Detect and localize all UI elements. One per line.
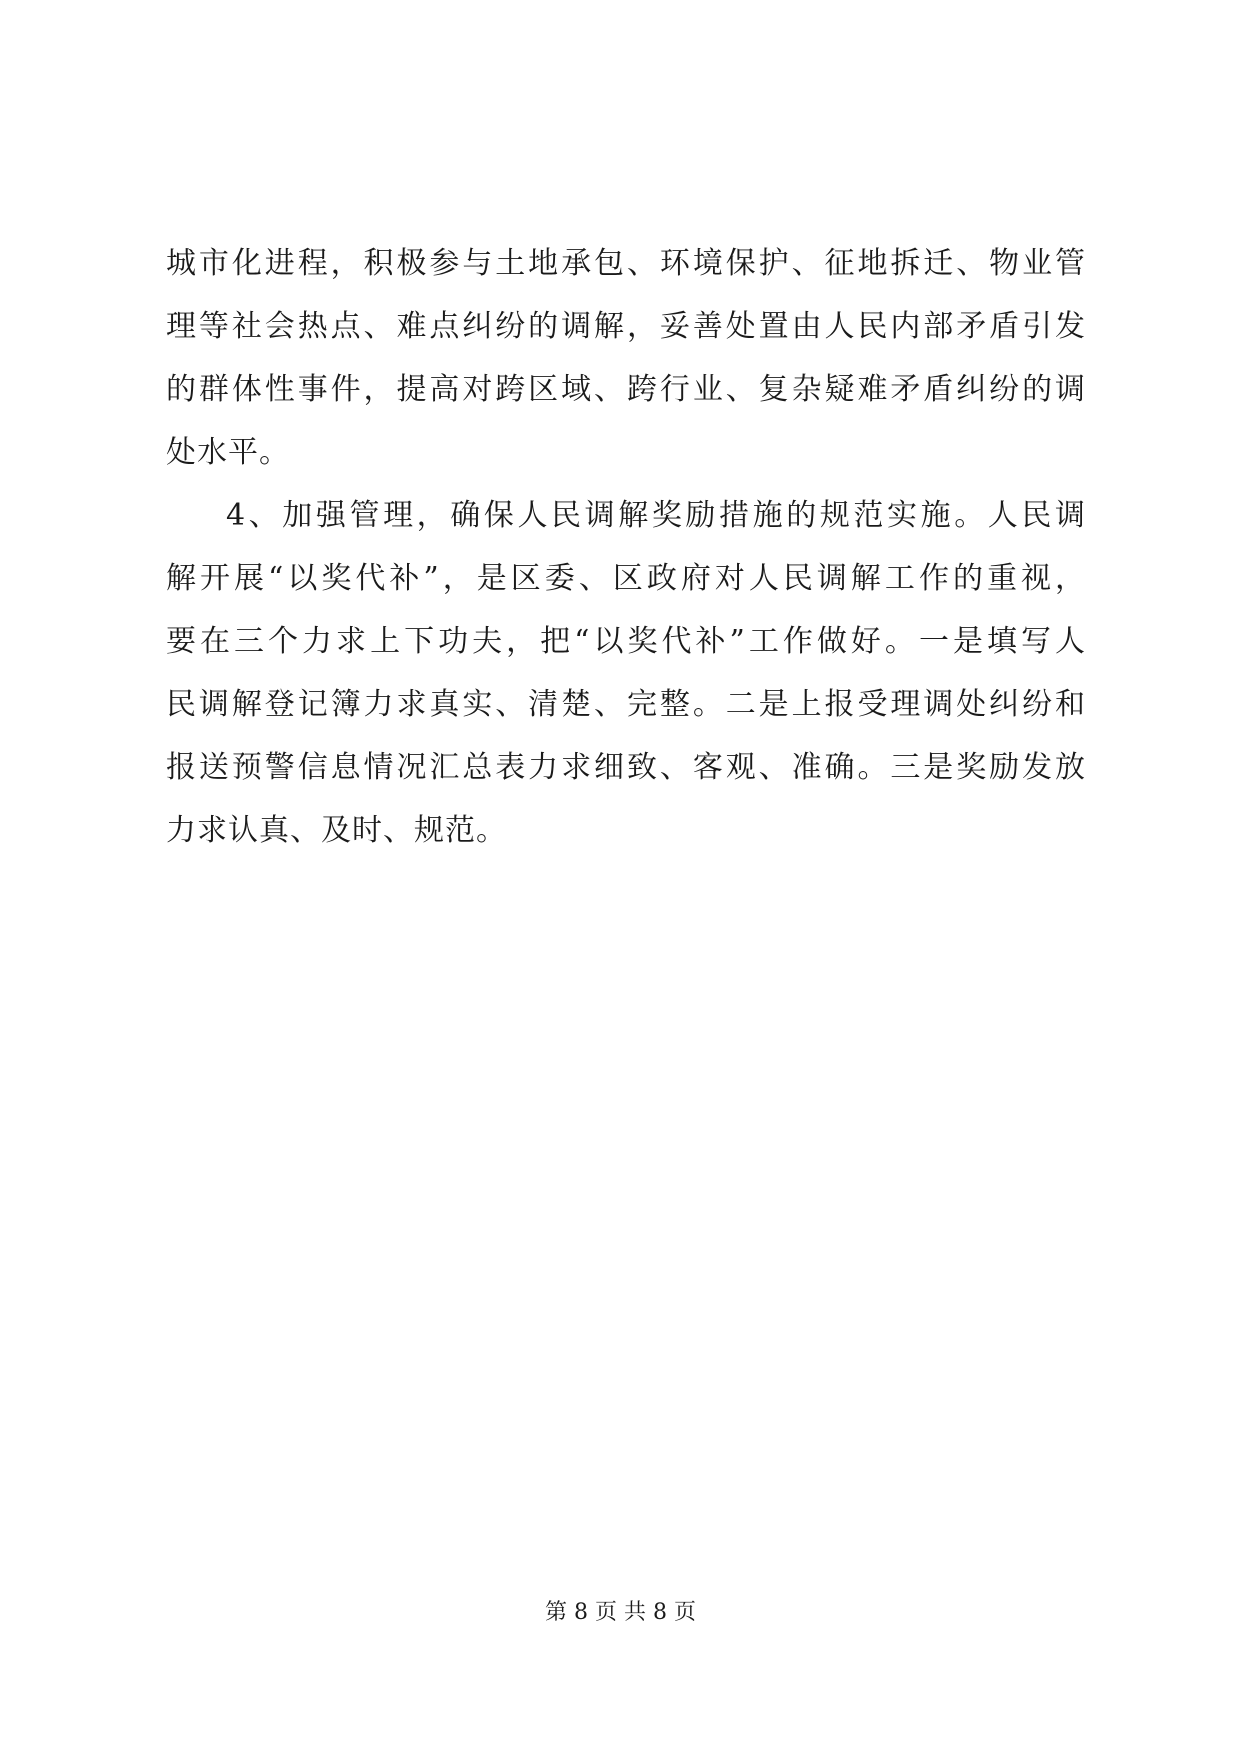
paragraph-1: [166, 232, 1086, 484]
text-line: 民调解登记簿力求真实、清楚、完整。二是上报受理调处纠纷和: [166, 687, 1086, 722]
text-line: 的群体性事件，提高对跨区域、跨行业、复杂疑难矛盾纠纷的调: [166, 372, 1086, 407]
text-line: 处水平。: [166, 435, 290, 470]
text-line: 要在三个力求上下功夫，把“以奖代补”工作做好。一是填写人: [166, 624, 1086, 659]
text-line: 城市化进程，积极参与土地承包、环境保护、征地拆迁、物业管: [166, 246, 1086, 281]
text-line: 力求认真、及时、规范。: [166, 813, 507, 848]
text-line: 理等社会热点、难点纠纷的调解，妥善处置由人民内部矛盾引发: [166, 309, 1086, 344]
text-line: 报送预警信息情况汇总表力求细致、客观、准确。三是奖励发放: [166, 750, 1086, 785]
paragraph-2: [166, 484, 1086, 862]
document-body: [166, 232, 1086, 862]
text-line-indented: 4、加强管理，确保人民调解奖励措施的规范实施。人民调: [226, 498, 1086, 533]
page-number-label: 第 8 页 共 8 页: [545, 1600, 696, 1625]
text-line: 解开展“以奖代补”，是区委、区政府对人民调解工作的重视，: [166, 561, 1086, 596]
page-footer: [0, 1598, 1241, 1628]
